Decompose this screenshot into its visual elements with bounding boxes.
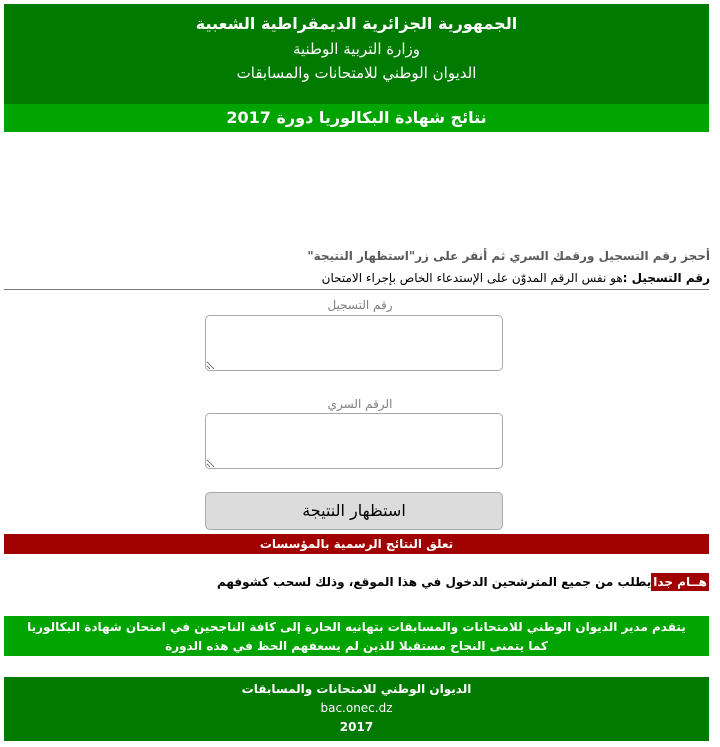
notice-text: يطلب من جميع المترشحين الدخول في هذا الموقع، وذلك لسحب كشوفهم	[216, 575, 652, 589]
important-tag: هــام جدا	[653, 575, 707, 589]
registration-number-field[interactable]	[205, 315, 503, 371]
site-header	[4, 4, 709, 104]
official-results-banner: تعلق النتائج الرسمية بالمؤسسات	[4, 534, 709, 554]
ministry-title: وزارة التربية الوطنية	[292, 40, 421, 58]
important-notice	[217, 575, 709, 589]
divider	[4, 289, 709, 290]
republic-title: الجمهورية الجزائرية الديمقراطية الشعبية	[195, 14, 518, 33]
secret-number-field[interactable]	[205, 413, 503, 469]
office-title: الديوان الوطني للامتحانات والمسابقات	[236, 64, 477, 82]
instructions-text: أحجز رقم التسجيل ورقمك السري ثم أنقر على زر"استظهار النتيجة"	[307, 249, 710, 263]
congratulations-line-2: كما يتمنى النجاح مستقبلا للذين لم يسعفهم الحظ في هذه الدورة	[165, 639, 548, 653]
registration-note	[322, 271, 710, 285]
congratulations-banner	[4, 616, 709, 656]
footer-site: bac.onec.dz	[320, 701, 393, 715]
footer-year: 2017	[339, 720, 374, 734]
registration-note-label: رقم التسجيل :	[622, 271, 710, 285]
show-result-button[interactable]: استظهار النتيجة	[205, 492, 503, 530]
registration-label: رقم التسجيل	[327, 298, 393, 312]
site-footer	[4, 677, 709, 741]
page-title: نتائج شهادة البكالوريا دورة 2017	[4, 104, 709, 132]
registration-note-desc: هو نفس الرقم المدوّن على الإستدعاء الخاص بإجراء الامتحان	[321, 271, 623, 285]
footer-org: الديوان الوطني للامتحانات والمسابقات	[241, 682, 472, 696]
congratulations-line-1: يتقدم مدير الديوان الوطني للامتحانات والمسابقات بتهانيه الحارة إلى كافة الناجحين في امتحان شهادة البكالوريا	[27, 620, 686, 634]
secret-number-label: الرقم السري	[327, 397, 393, 411]
